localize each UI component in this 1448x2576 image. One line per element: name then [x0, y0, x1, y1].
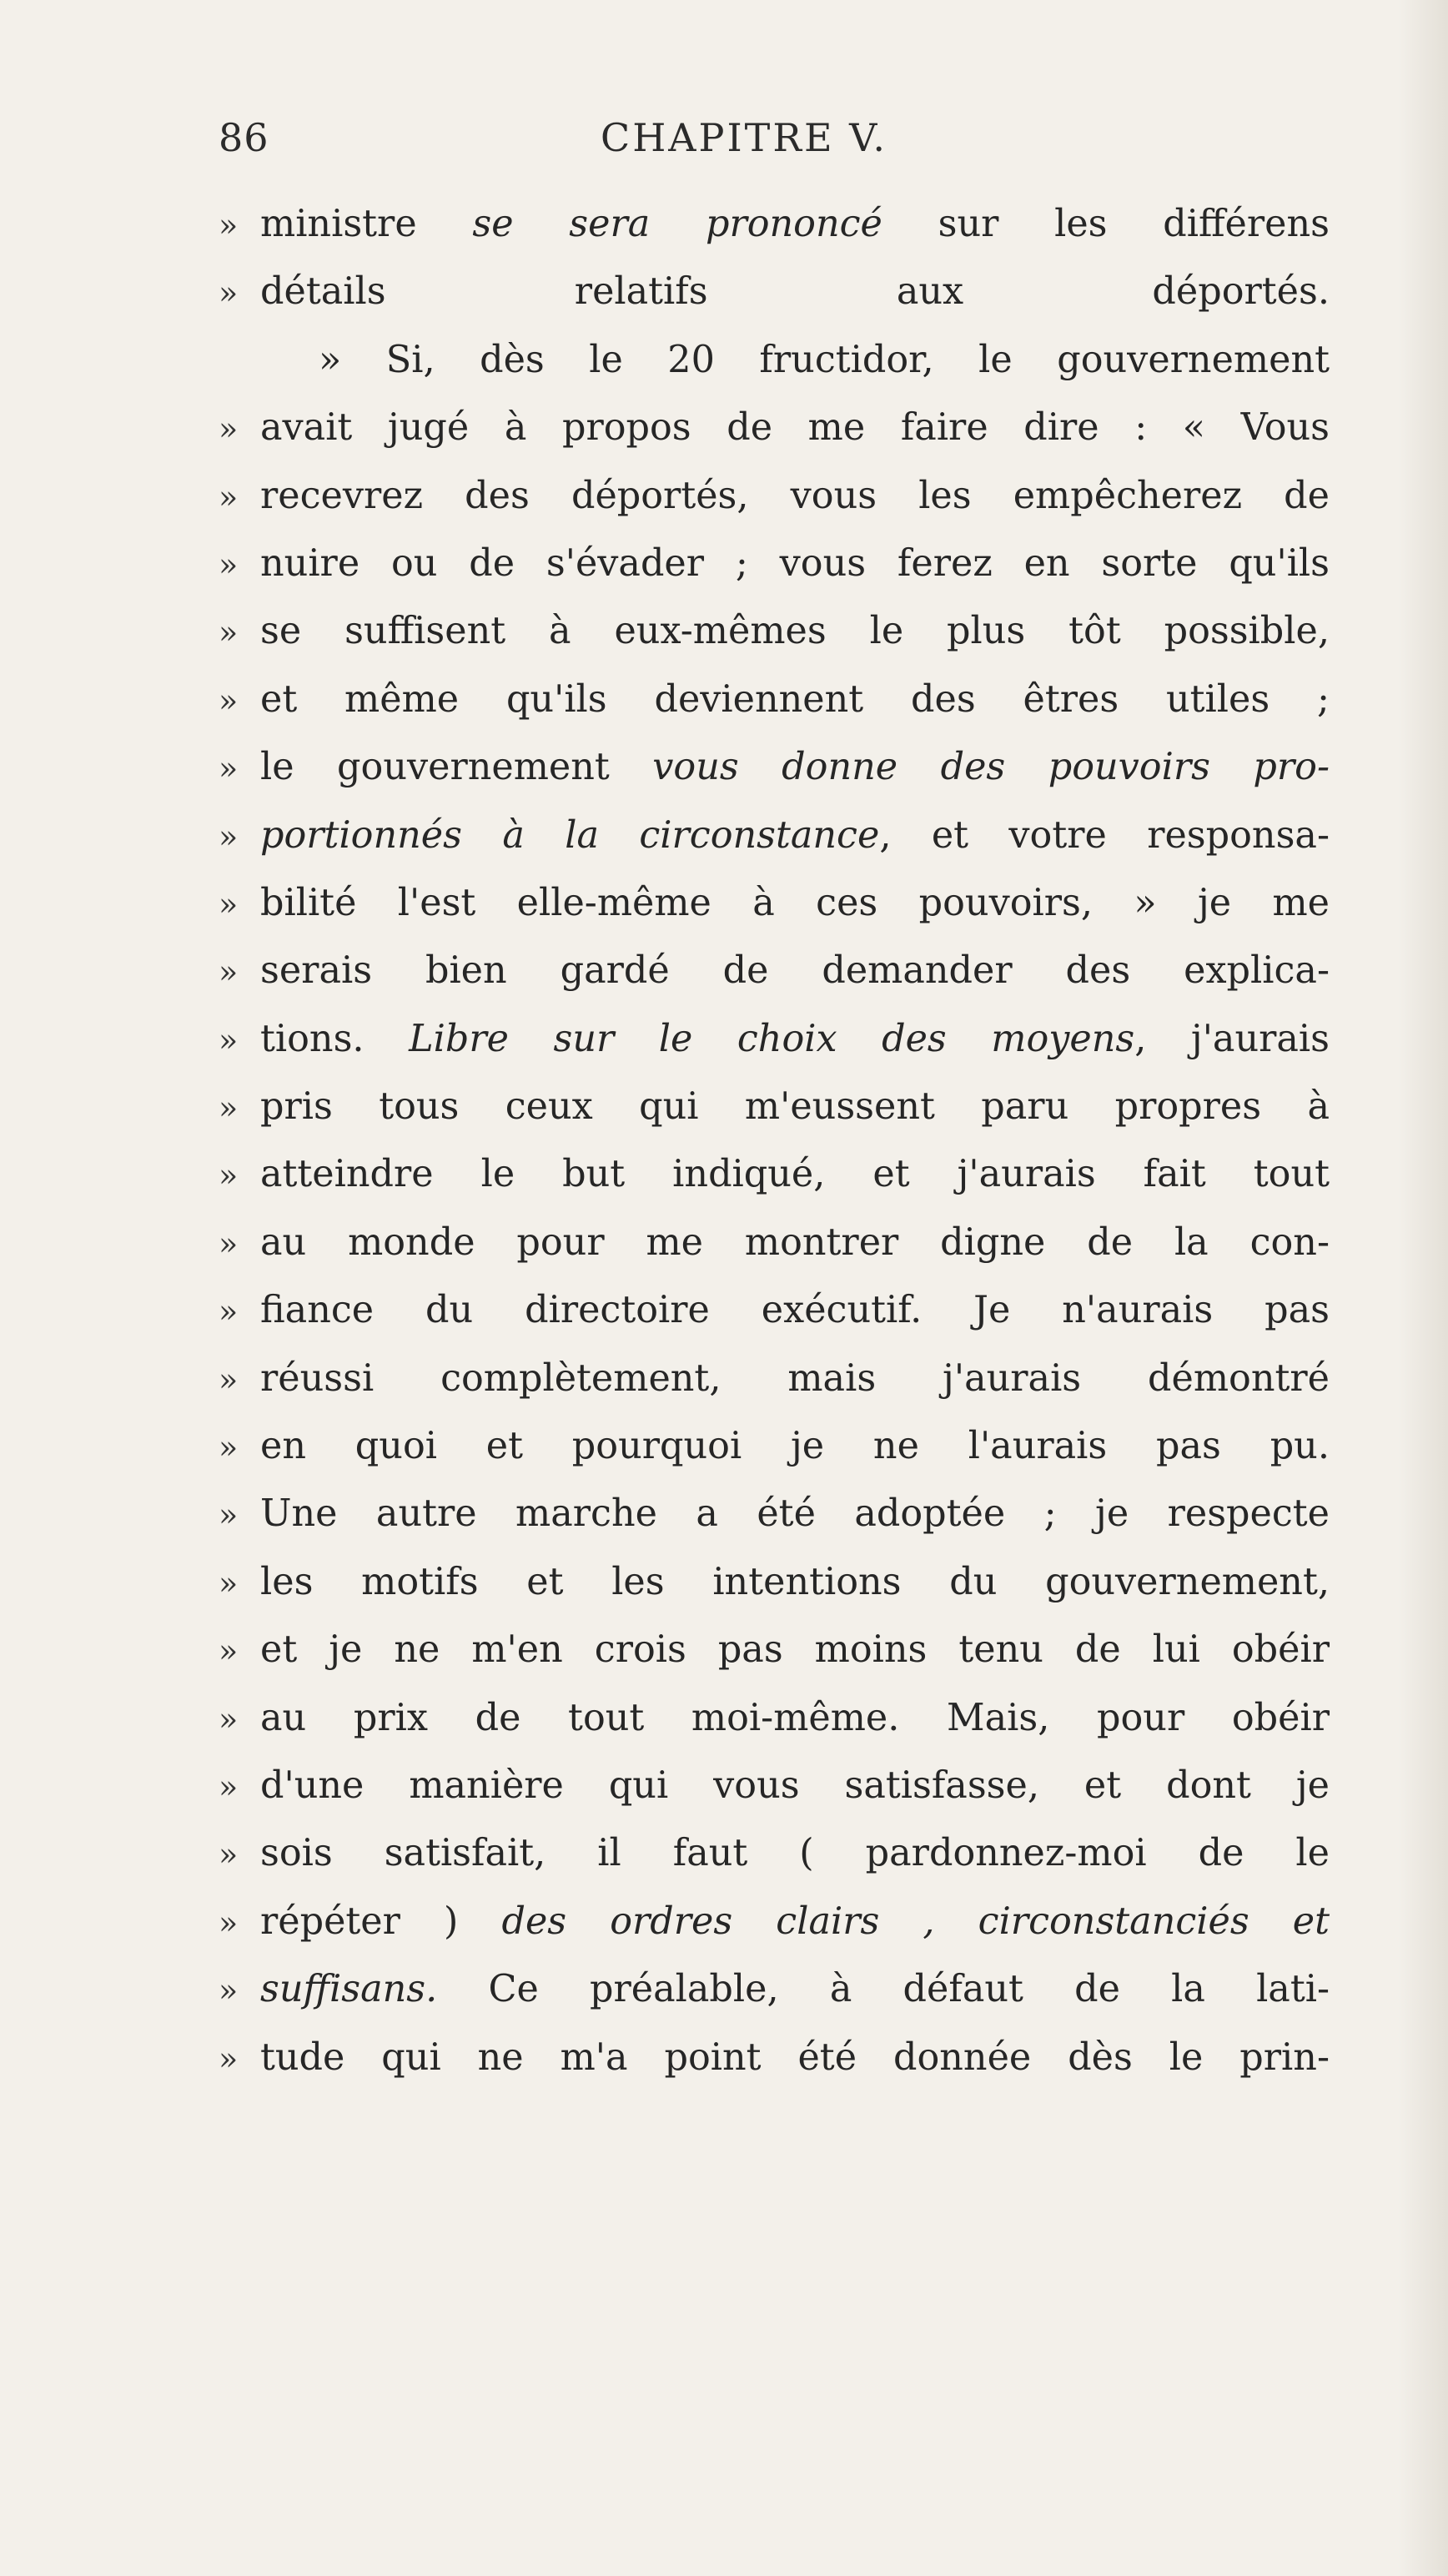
roman-text: sois satisfait, il faut ( pardonnez-moi de le	[260, 1832, 1330, 1875]
quote-mark: »	[219, 1225, 239, 1262]
text-line	[219, 1140, 1336, 1208]
quote-mark: »	[219, 2040, 239, 2077]
text-line	[219, 597, 1336, 665]
roman-text: en quoi et pourquoi je ne l'aurais pas pu.	[260, 1425, 1330, 1468]
text-line	[219, 1684, 1336, 1752]
line-text	[260, 1276, 1330, 1344]
text-line	[219, 733, 1336, 801]
italic-text: vous donne des pouvoirs pro-	[652, 746, 1330, 789]
quote-mark: »	[219, 818, 239, 855]
quote-mark: »	[219, 1429, 239, 1467]
quote-mark: »	[219, 1700, 239, 1738]
line-text	[260, 1616, 1330, 1683]
italic-text: portionnés à la circonstance	[260, 813, 880, 857]
line-text	[260, 1888, 1330, 1955]
roman-text: le gouvernement	[260, 746, 653, 789]
roman-text: ministre	[260, 203, 473, 245]
roman-text: nuire ou de s'évader ; vous ferez en sorte qu'ils	[260, 541, 1330, 585]
roman-text: d'une manière qui vous satisfasse, et dont je	[260, 1763, 1330, 1807]
quote-mark: »	[219, 750, 239, 787]
roman-text: bilité l'est elle-même à ces pouvoirs, » je me	[260, 881, 1330, 924]
roman-text: fiance du directoire exécutif. Je n'aurais pas	[260, 1289, 1330, 1332]
roman-text: Une autre marche a été adoptée ; je respecte	[260, 1492, 1330, 1536]
roman-text: et même qu'ils deviennent des êtres utiles ;	[260, 677, 1330, 721]
line-text	[260, 937, 1330, 1004]
text-line	[219, 1819, 1336, 1887]
body-text	[219, 190, 1336, 2091]
line-text	[260, 1480, 1330, 1547]
quote-mark: »	[219, 1361, 239, 1398]
running-title: CHAPITRE V.	[601, 115, 887, 160]
line-text	[260, 394, 1330, 461]
text-line	[219, 1480, 1336, 1547]
text-line	[219, 394, 1336, 461]
line-text	[260, 733, 1330, 801]
page-number: 86	[219, 115, 269, 160]
italic-text: suffisans.	[260, 1968, 438, 2011]
text-line	[219, 1005, 1336, 1073]
quote-mark: »	[219, 546, 239, 583]
line-text	[260, 802, 1330, 869]
text-line	[219, 666, 1336, 733]
quote-mark: »	[219, 1972, 239, 2010]
roman-text: atteindre le but indiqué, et j'aurais fait tout	[260, 1153, 1330, 1196]
quote-mark: »	[219, 1497, 239, 1534]
page-edge-shadow	[1398, 0, 1448, 2576]
text-line	[219, 1616, 1336, 1683]
line-text	[260, 1955, 1330, 2023]
line-text	[260, 530, 1330, 597]
quote-mark: »	[219, 953, 239, 991]
text-line	[219, 326, 1336, 394]
roman-text: serais bien gardé de demander des explica-	[260, 949, 1330, 993]
line-text	[260, 2024, 1330, 2091]
line-text	[260, 190, 1330, 258]
quote-mark: »	[219, 614, 239, 652]
roman-text: détails relatifs aux déportés.	[260, 270, 1330, 314]
text-line	[219, 1752, 1336, 1819]
roman-text: au prix de tout moi-même. Mais, pour obéir	[260, 1696, 1330, 1739]
italic-text: Libre sur le choix des moyens	[409, 1017, 1135, 1060]
roman-text: tude qui ne m'a point été donnée dès le prin-	[260, 2035, 1330, 2079]
text-line	[219, 869, 1336, 937]
quote-mark: »	[219, 1768, 239, 1805]
roman-text: Ce préalable, à défaut de la lati-	[437, 1968, 1330, 2011]
roman-text: au monde pour me montrer digne de la con-	[260, 1220, 1330, 1264]
roman-text: se suffisent à eux-mêmes le plus tôt possible,	[260, 610, 1330, 653]
text-line	[219, 802, 1336, 869]
italic-text: des ordres clairs , circonstanciés et	[501, 1899, 1330, 1943]
quote-mark: »	[219, 1836, 239, 1874]
quote-mark: »	[219, 1157, 239, 1195]
text-line	[219, 190, 1336, 258]
text-line	[219, 258, 1336, 325]
line-text	[260, 1209, 1330, 1276]
quote-mark: »	[219, 1904, 239, 1941]
line-text	[260, 869, 1330, 937]
quote-mark: »	[219, 1021, 239, 1059]
quote-mark: »	[219, 885, 239, 923]
text-line	[219, 2024, 1336, 2091]
line-text	[260, 1684, 1330, 1752]
quote-mark: »	[219, 274, 239, 312]
roman-text: réussi complètement, mais j'aurais démontré	[260, 1356, 1330, 1400]
text-line	[219, 1955, 1336, 2023]
roman-text: sur les différens	[882, 203, 1330, 245]
quote-mark: »	[219, 207, 239, 244]
roman-text: , et votre responsa-	[879, 813, 1330, 857]
text-line	[219, 937, 1336, 1004]
roman-text: avait jugé à propos de me faire dire : « Vous	[260, 406, 1330, 450]
line-text	[260, 326, 1330, 394]
text-line	[219, 1412, 1336, 1480]
line-text	[260, 666, 1330, 733]
text-line	[219, 1888, 1336, 1955]
text-line	[219, 1276, 1336, 1344]
text-line	[219, 1209, 1336, 1276]
page-header	[0, 115, 1448, 182]
text-line	[219, 1548, 1336, 1616]
text-line	[219, 462, 1336, 530]
quote-mark: »	[219, 410, 239, 448]
roman-text: pris tous ceux qui m'eussent paru propres à	[260, 1085, 1330, 1129]
line-text	[260, 1345, 1330, 1412]
quote-mark: »	[219, 1293, 239, 1331]
quote-mark: »	[219, 1633, 239, 1670]
line-text	[260, 1412, 1330, 1480]
text-line	[219, 1345, 1336, 1412]
line-text	[260, 597, 1330, 665]
line-text	[260, 1548, 1330, 1616]
line-text	[260, 1140, 1330, 1208]
roman-text: , j'aurais	[1134, 1017, 1330, 1060]
roman-text: et je ne m'en crois pas moins tenu de lui obéir	[260, 1628, 1330, 1672]
roman-text: recevrez des déportés, vous les empêcherez de	[260, 474, 1330, 517]
roman-text: tions.	[260, 1017, 410, 1060]
text-line	[219, 530, 1336, 597]
quote-mark: »	[219, 1564, 239, 1602]
italic-text: se sera prononcé	[472, 203, 882, 245]
quote-mark: »	[219, 1089, 239, 1127]
line-text	[260, 1073, 1330, 1140]
roman-text: répéter )	[260, 1899, 502, 1943]
line-text	[260, 1819, 1330, 1887]
quote-mark: »	[219, 478, 239, 516]
text-line	[219, 1073, 1336, 1140]
line-text	[260, 258, 1330, 325]
roman-text: les motifs et les intentions du gouvernement,	[260, 1560, 1330, 1603]
line-text	[260, 462, 1330, 530]
quote-mark: »	[219, 682, 239, 719]
line-text	[260, 1005, 1330, 1073]
roman-text: » Si, dès le 20 fructidor, le gouvernement	[319, 338, 1330, 381]
line-text	[260, 1752, 1330, 1819]
